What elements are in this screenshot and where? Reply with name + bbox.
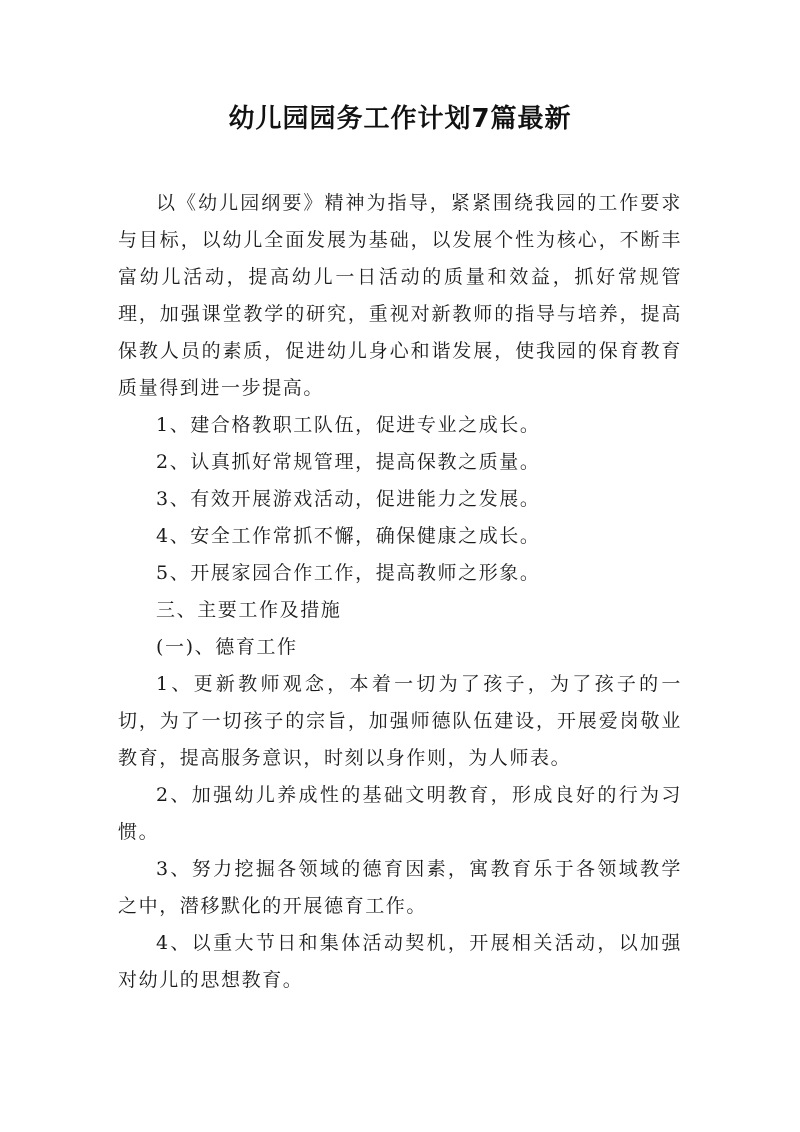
goal-item-3: 3、有效开展游戏活动，促进能力之发展。 — [156, 488, 541, 510]
intro-paragraph: 以《幼儿园纲要》精神为指导，紧紧围绕我园的工作要求与目标，以幼儿全面发展为基础，以发展个性为核心，不断丰富幼儿活动，提高幼儿一日活动的质量和效益，抓好常规管理，加强课堂教学的研究，重视对新教师的指导与培养，提高保教人员的素质，促进幼儿身心和谐发展，使我园的保育教育质量得到进一步提高。 — [118, 192, 682, 399]
goal-item-4: 4、安全工作常抓不懈，确保健康之成长。 — [156, 525, 541, 547]
measure-item-2: 2、加强幼儿养成性的基础文明教育，形成良好的行为习惯。 — [118, 784, 682, 843]
measure-item-3: 3、努力挖掘各领域的德育因素，寓教育乐于各领域教学之中，潜移默化的开展德育工作。 — [118, 858, 682, 917]
subsection-heading: (一)、德育工作 — [156, 636, 298, 658]
document-body — [118, 185, 682, 999]
goal-item-2: 2、认真抓好常规管理，提高保教之质量。 — [156, 451, 541, 473]
measure-item-1: 1、更新教师观念，本着一切为了孩子，为了孩子的一切，为了一切孩子的宗旨，加强师德队伍建设，开展爱岗敬业教育，提高服务意识，时刻以身作则，为人师表。 — [118, 673, 682, 769]
document-title: 幼儿园园务工作计划7篇最新 — [228, 104, 572, 134]
goal-item-5: 5、开展家园合作工作，提高教师之形象。 — [156, 562, 541, 584]
section-heading: 三、主要工作及措施 — [156, 599, 342, 621]
goal-item-1: 1、建合格教职工队伍，促进专业之成长。 — [156, 414, 541, 436]
measure-item-4: 4、以重大节日和集体活动契机，开展相关活动，以加强对幼儿的思想教育。 — [118, 932, 682, 991]
